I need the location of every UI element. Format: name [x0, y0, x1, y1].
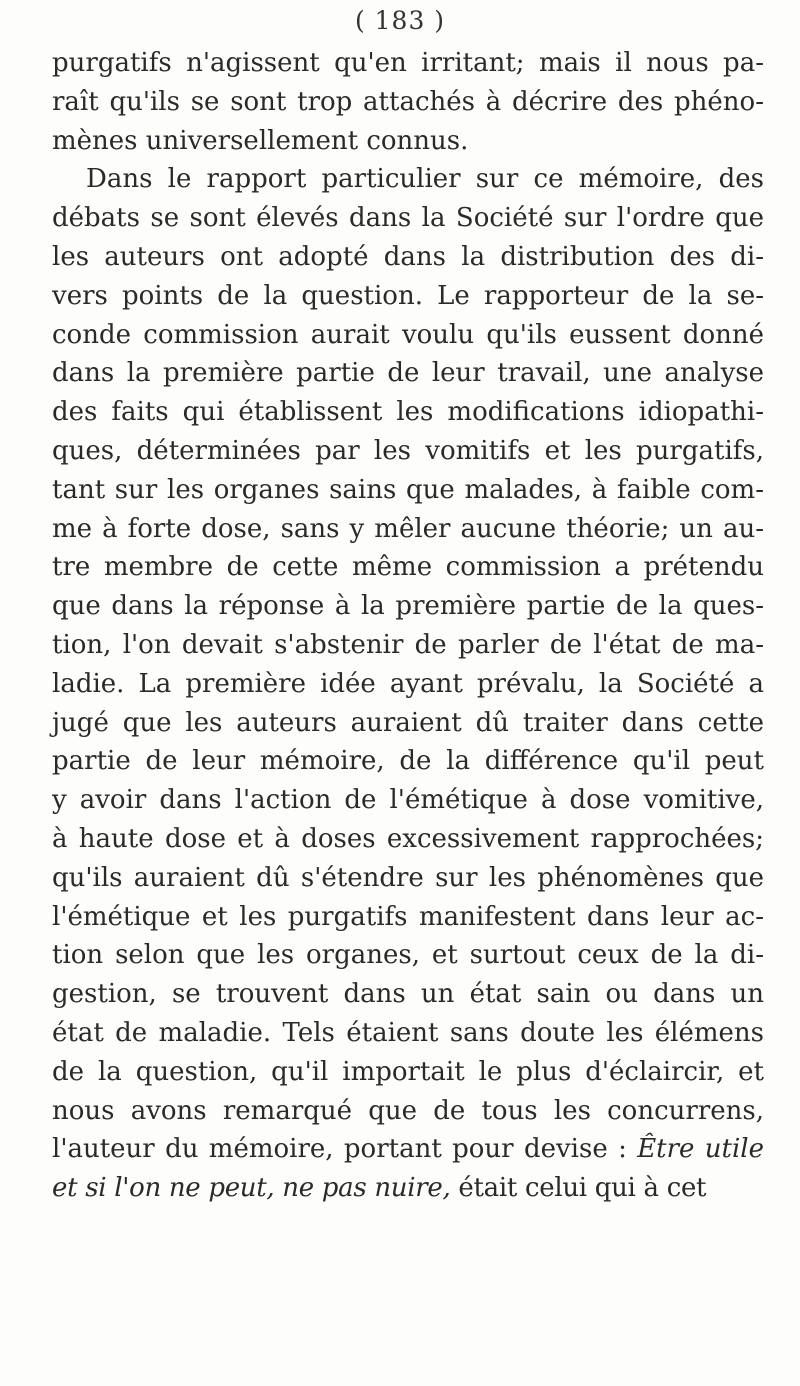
text-line-3: mènes universellement connus.: [52, 125, 469, 156]
text-line-8: conde commission aurait voulu qu'ils eussent donné: [52, 319, 764, 350]
text-line-7: vers points de la question. Le rapporteur de la se-: [52, 280, 764, 311]
text-line-25: gestion, se trouvent dans un état sain ou dans un: [52, 979, 764, 1010]
text-line-15: que dans la réponse à la première partie de la ques-: [52, 591, 764, 622]
text-line-2: raît qu'ils se sont trop attachés à décrire des phéno-: [52, 86, 764, 117]
text-line-12: tant sur les organes sains que malades, à faible com-: [52, 474, 764, 505]
text-line-28: nous avons remarqué que de tous les concurrens,: [52, 1095, 764, 1126]
text-line-17: ladie. La première idée ayant prévalu, la Société a: [52, 668, 764, 699]
motto-text-part1: Être utile: [637, 1134, 764, 1165]
page-number: ( 183 ): [354, 6, 446, 35]
text-line-24: tion selon que les organes, et surtout ceux de la di-: [52, 940, 764, 971]
text-line-1: purgatifs n'agissent qu'en irritant; mais il nous pa-: [52, 48, 764, 78]
text-line-10: des faits qui établissent les modifications idiopathi-: [52, 397, 764, 428]
text-line-19: partie de leur mémoire, de la différence qu'il peut: [52, 746, 764, 777]
text-line-18: jugé que les auteurs auraient dû traiter dans cette: [52, 707, 764, 738]
text-line-29-main: l'auteur du mémoire, portant pour devise :: [52, 1134, 627, 1165]
text-line-30: [52, 1169, 764, 1208]
text-line-11: ques, déterminées par les vomitifs et les purgatifs,: [52, 435, 764, 466]
text-line-5: débats se sont élevés dans la Société sur l'ordre que: [52, 203, 764, 234]
text-line-16: tion, l'on devait s'abstenir de parler de l'état de ma-: [52, 629, 764, 660]
text-line-6: les auteurs ont adopté dans la distribution des di-: [52, 241, 764, 272]
motto-text-part2: et si l'on ne peut, ne pas nuire,: [52, 1173, 451, 1204]
text-line-22: qu'ils auraient dû s'étendre sur les phénomènes que: [52, 862, 764, 893]
text-line-20: y avoir dans l'action de l'émétique à dose vomitive,: [52, 785, 764, 816]
text-line-26: état de maladie. Tels étaient sans doute les élémens: [52, 1017, 764, 1048]
text-line-29: [52, 1130, 764, 1169]
closing-text: était celui qui à cet: [458, 1173, 707, 1204]
text-line-4: Dans le rapport particulier sur ce mémoire, des: [86, 164, 764, 195]
text-line-14: tre membre de cette même commission a prétendu: [52, 552, 764, 583]
text-line-21: à haute dose et à doses excessivement rapprochées;: [52, 823, 764, 854]
text-line-9: dans la première partie de leur travail, une analyse: [52, 358, 764, 389]
body-text: [52, 44, 764, 1208]
text-line-27: de la question, qu'il importait le plus d'éclaircir, et: [52, 1056, 764, 1087]
text-line-23: l'émétique et les purgatifs manifestent dans leur ac-: [52, 901, 764, 932]
text-line-13: me à forte dose, sans y mêler aucune théorie; un au-: [52, 513, 764, 544]
